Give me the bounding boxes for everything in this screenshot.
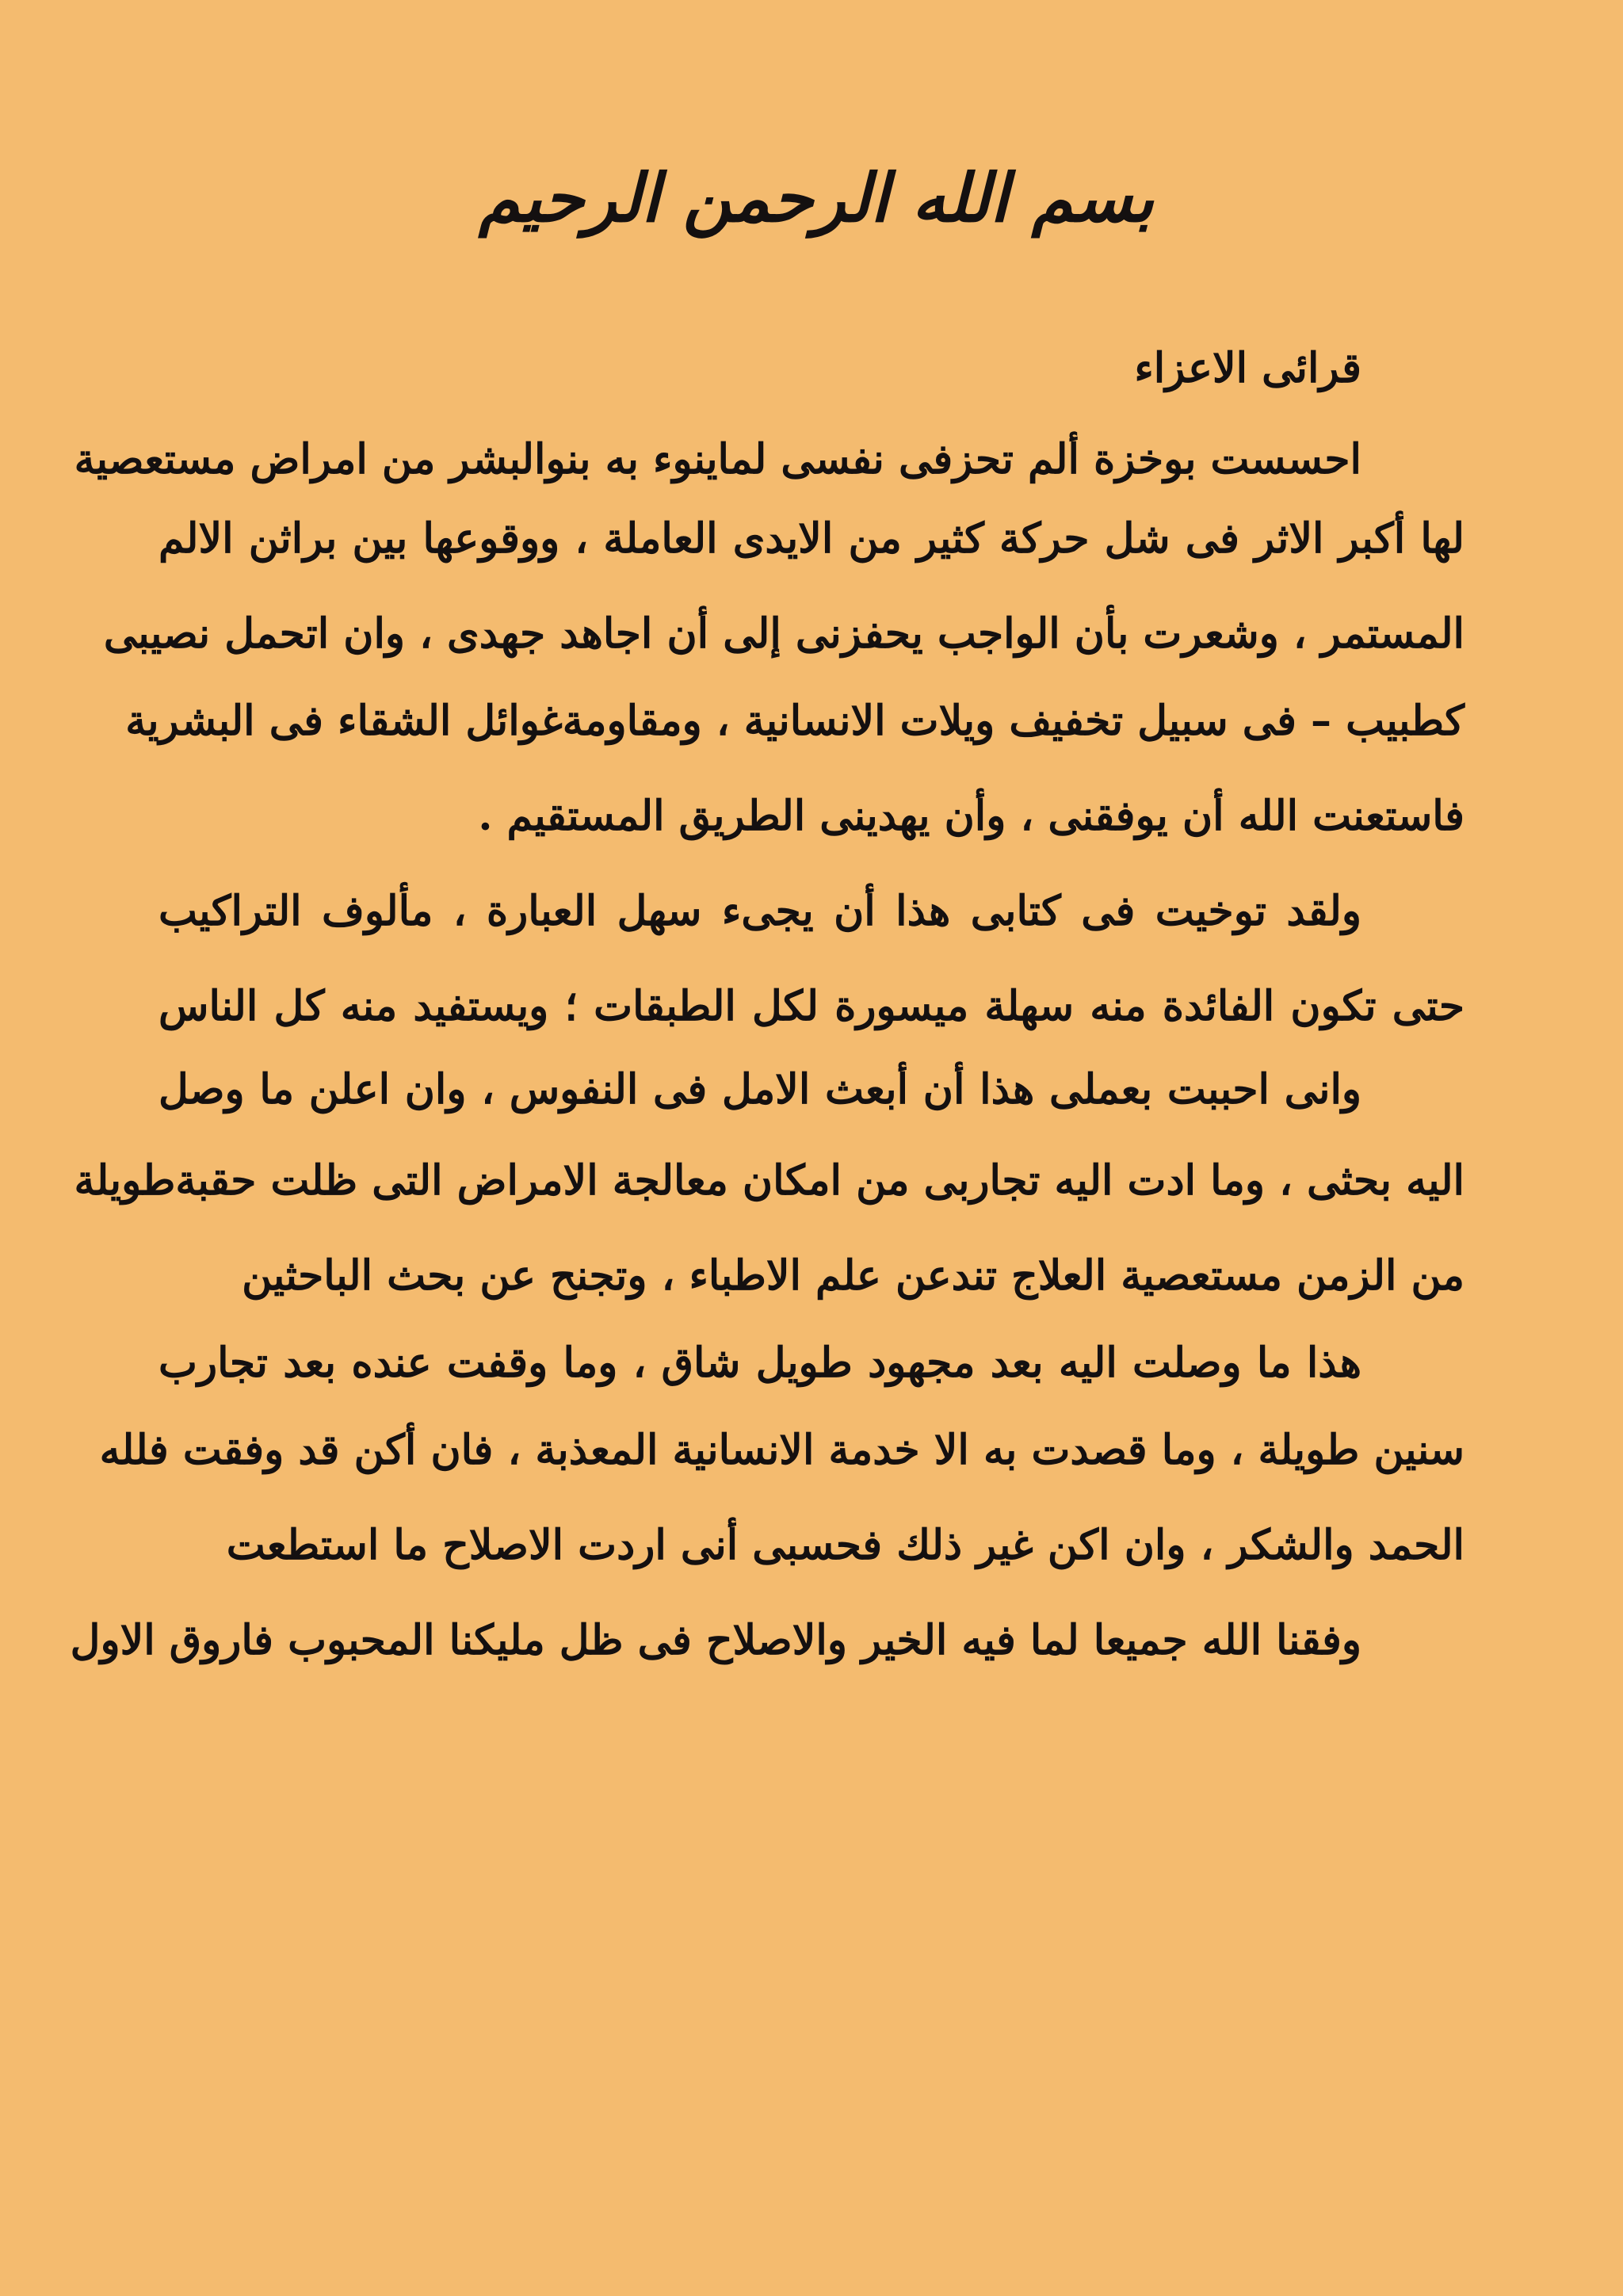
text-line: وفقنا الله جميعا لما فيه الخير والاصلاح فى ظل مليكنا المحبوب فاروق الاول — [70, 1616, 1361, 1664]
text-line: هذا ما وصلت اليه بعد مجهود طويل شاق ، وما وقفت عنده بعد تجارب — [158, 1339, 1362, 1387]
text-line: اليه بحثى ، وما ادت اليه تجاربى من امكان معالجة الامراض التى ظلت حقبةطويلة — [74, 1156, 1465, 1205]
text-line: حتى تكون الفائدة منه سهلة ميسورة لكل الطبقات ؛ ويستفيد منه كل الناس — [158, 982, 1465, 1030]
text-line: كطبيب – فى سبيل تخفيف ويلات الانسانية ، ومقاومةغوائل الشقاء فى البشرية — [125, 697, 1465, 745]
text-line: فاستعنت الله أن يوفقنى ، وأن يهدينى الطريق المستقيم . — [478, 792, 1465, 840]
text-line: المستمر ، وشعرت بأن الواجب يحفزنى إلى أن اجاهد جهدى ، وان اتحمل نصيبى — [103, 609, 1465, 658]
text-line: ولقد توخيت فى كتابى هذا أن يجىء سهل العبارة ، مألوف التراكيب — [158, 887, 1361, 935]
text-line: لها أكبر الاثر فى شل حركة كثير من الايدى العاملة ، ووقوعها بين براثن الالم — [158, 514, 1465, 563]
text-line: وانى احببت بعملى هذا أن أبعث الامل فى النفوس ، وان اعلن ما وصل — [158, 1065, 1361, 1114]
text-line: احسست بوخزة ألم تحزفى نفسى لماينوء به بنوالبشر من امراض مستعصية — [74, 435, 1361, 483]
basmala-heading: بسم الله الرحمن الرحيم — [479, 159, 1154, 237]
text-line: من الزمن مستعصية العلاج تندعن علم الاطباء ، وتجنح عن بحث الباحثين — [242, 1251, 1465, 1300]
text-line: الحمد والشكر ، وان اكن غير ذلك فحسبى أنى اردت الاصلاح ما استطعت — [226, 1521, 1465, 1569]
salutation: قرائى الاعزاء — [1134, 344, 1361, 392]
text-line: سنين طويلة ، وما قصدت به الا خدمة الانسانية المعذبة ، فان أكن قد وفقت فلله — [99, 1426, 1465, 1474]
